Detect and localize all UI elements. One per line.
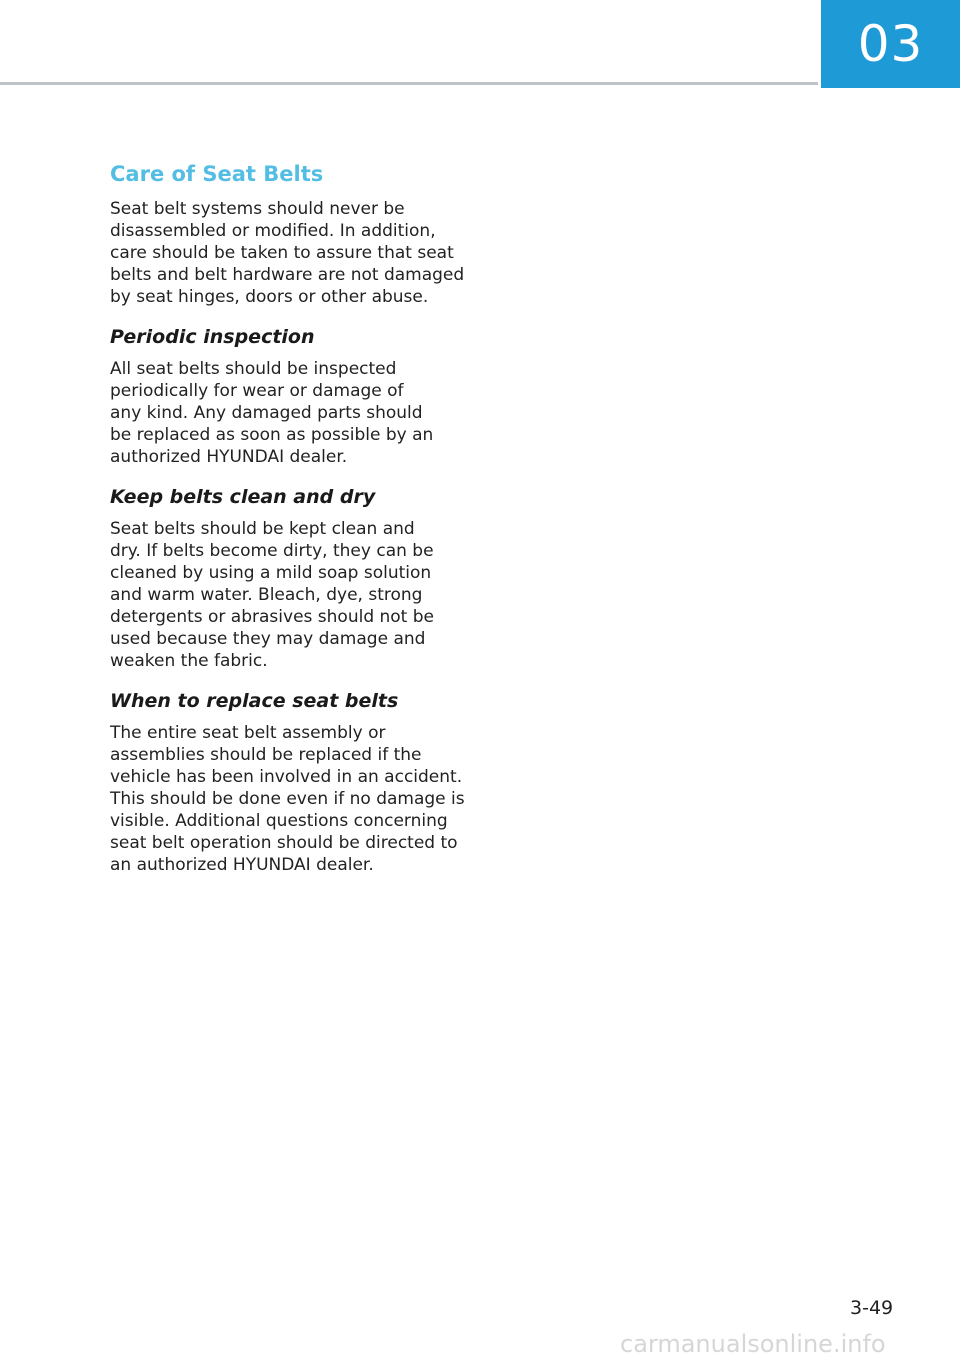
clean-and-dry-paragraph: Seat belts should be kept clean and dry. If belts become dirty, they can be cleaned by using a mild soap solution and warm water. Bleach, dye, strong detergents or abrasives should not be used because they may damage and weaken the fabric. (110, 519, 435, 671)
watermark: carmanualsonline.info (620, 1330, 886, 1358)
periodic-inspection-heading: Periodic inspection (110, 326, 315, 348)
section-title: Care of Seat Belts (110, 162, 324, 186)
periodic-inspection-paragraph: All seat belts should be inspected periodically for wear or damage of any kind. Any damaged parts should be replaced as soon as possible by an authorized HYUNDAI dealer. (110, 359, 434, 467)
main-content (110, 160, 500, 876)
intro-paragraph: Seat belt systems should never be disassembled or modified. In addition, care should be taken to assure that seat belts and belt hardware are not damaged by seat hinges, doors or other abuse. (110, 199, 465, 307)
replace-seat-belts-paragraph: The entire seat belt assembly or assemblies should be replaced if the vehicle has been involved in an accident. This should be done even if no damage is visible. Additional questions concerning seat belt operation should be directed to an authorized HYUNDAI dealer. (110, 723, 465, 875)
chapter-number: 03 (857, 15, 924, 73)
replace-seat-belts-heading: When to replace seat belts (110, 690, 399, 712)
page-number: 3-49 (850, 1297, 894, 1319)
chapter-tab (821, 0, 960, 88)
clean-and-dry-heading: Keep belts clean and dry (110, 486, 376, 508)
header-rule (0, 82, 818, 85)
